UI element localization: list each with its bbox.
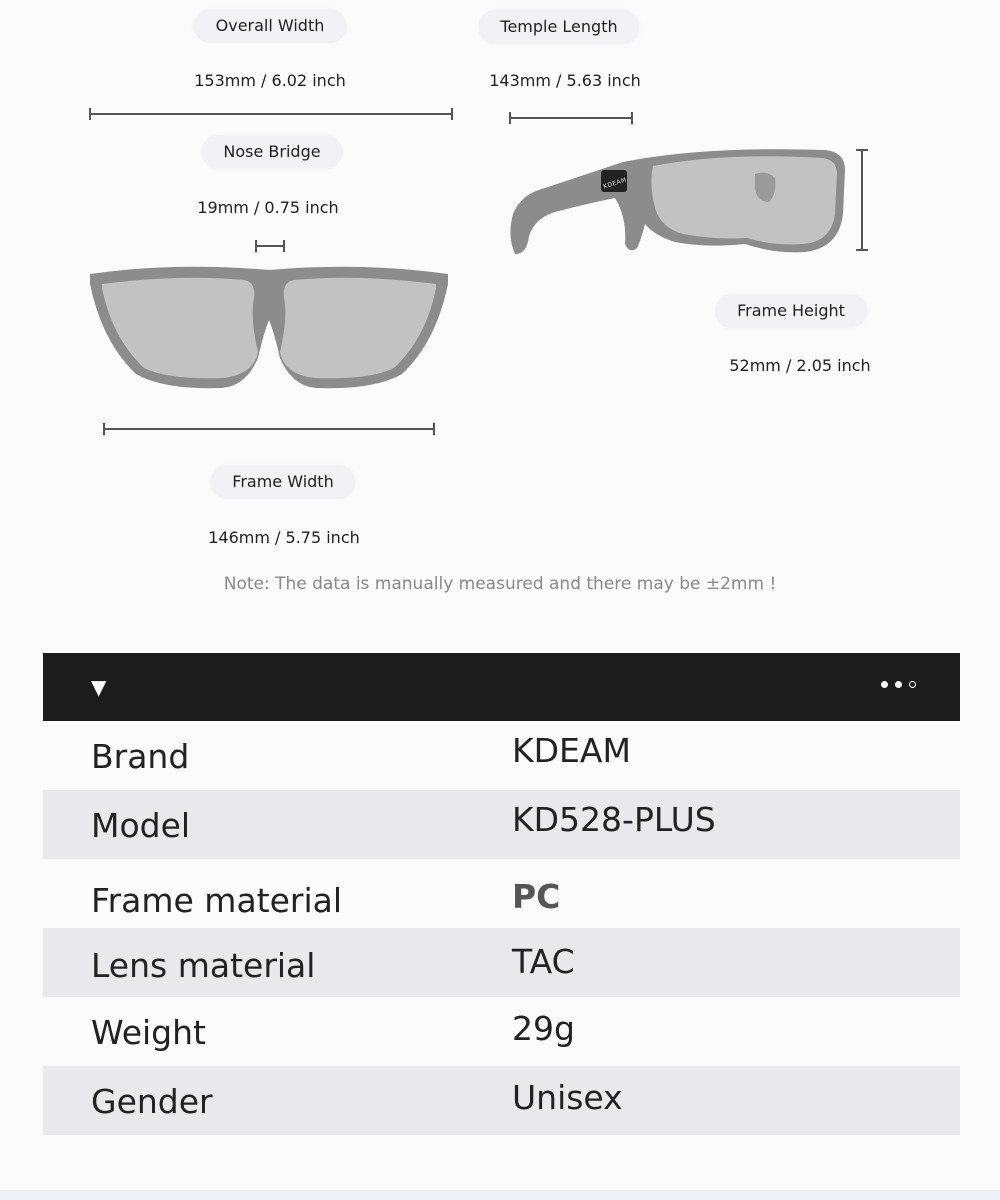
temple-length-value: 143mm / 5.63 inch <box>489 71 641 90</box>
spec-key: Lens material <box>91 946 316 985</box>
frame-height-label: Frame Height <box>715 294 867 328</box>
overall-width-line <box>88 107 454 121</box>
bottom-strip <box>0 1190 1000 1200</box>
dot-icon <box>881 681 888 688</box>
frame-width-label: Frame Width <box>210 465 355 499</box>
spec-key: Frame material <box>91 881 343 920</box>
side-view-glasses <box>505 144 850 256</box>
frame-height-line <box>855 148 869 252</box>
spec-key: Weight <box>91 1013 206 1052</box>
dots-indicator <box>881 681 916 688</box>
spec-row-brand <box>43 721 960 790</box>
nose-bridge-line <box>254 239 286 253</box>
frame-width-line <box>102 422 436 436</box>
overall-width-value: 153mm / 6.02 inch <box>194 71 346 90</box>
spec-key: Gender <box>91 1082 213 1121</box>
spec-row-model <box>43 790 960 859</box>
spec-value: 29g <box>512 1009 575 1048</box>
spec-value: PC <box>512 877 561 916</box>
measurement-note: Note: The data is manually measured and there may be ±2mm ! <box>223 574 777 594</box>
spec-row-frame-material <box>43 859 960 928</box>
dot-hollow-icon <box>909 681 916 688</box>
frame-width-value: 146mm / 5.75 inch <box>208 528 360 547</box>
front-view-glasses <box>84 262 454 396</box>
spec-value: TAC <box>512 942 575 981</box>
spec-value: KD528-PLUS <box>512 800 716 839</box>
spec-key: Brand <box>91 737 190 776</box>
spec-row-lens-material <box>43 928 960 997</box>
spec-value: KDEAM <box>512 731 631 770</box>
frame-height-value: 52mm / 2.05 inch <box>729 356 871 375</box>
spec-value: Unisex <box>512 1078 623 1117</box>
temple-length-label: Temple Length <box>478 10 639 44</box>
spec-key: Model <box>91 806 191 845</box>
nose-bridge-value: 19mm / 0.75 inch <box>197 198 339 217</box>
spec-row-weight <box>43 997 960 1066</box>
nose-bridge-label: Nose Bridge <box>201 135 342 169</box>
spec-row-gender <box>43 1066 960 1135</box>
dot-icon <box>895 681 902 688</box>
specs-table <box>43 721 960 1135</box>
temple-length-line <box>508 111 634 125</box>
temple-logo: KDEAM <box>602 176 628 191</box>
overall-width-label: Overall Width <box>194 9 347 43</box>
specs-header-bar <box>43 653 960 721</box>
triangle-down-icon: ▼ <box>91 675 107 699</box>
